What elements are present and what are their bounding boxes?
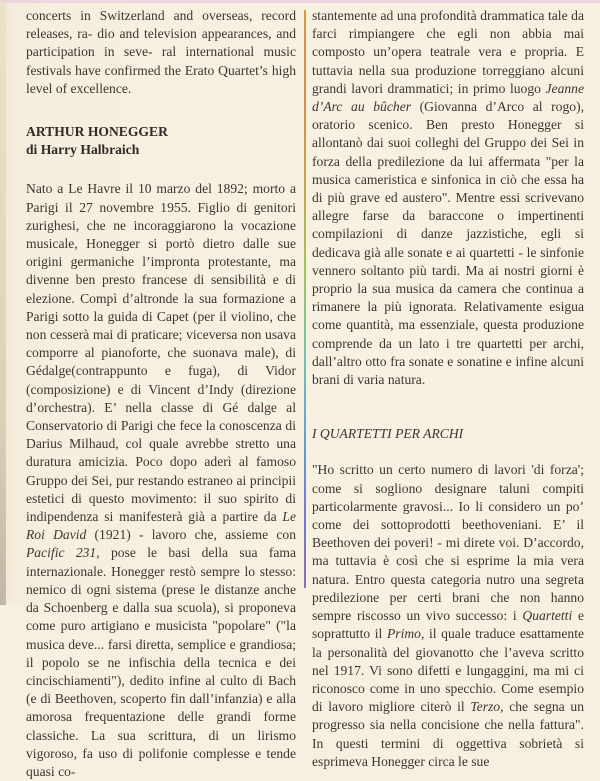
intro-line: dio and television appearances, and participation in seve- [26, 26, 296, 60]
intro-paragraph [26, 7, 296, 98]
work-title-primo: Primo [386, 626, 421, 642]
page-top-edge [0, 0, 600, 3]
left-column [26, 7, 296, 781]
work-title-pacific-231: Pacific 231 [26, 545, 97, 561]
intro-line: ral international music festivals have confirmed the Erato [26, 44, 296, 78]
quartets-paragraph [312, 461, 584, 770]
article-heading [26, 123, 296, 159]
biography-paragraph [26, 180, 296, 781]
text-run: , che segna un progresso sia nella concisione che nella fattura". In questi termini di oggettiva sobrietà si esprimeva Honegger circa le sue [312, 699, 584, 769]
text-run: (1921) - lavoro che, assieme con [86, 527, 296, 543]
article-author: di Harry Halbraich [26, 142, 140, 158]
text-run: (Giovanna d’Arco al rogo), oratorio scenico. Ben presto Honegger si allontanò dai suoi colleghi del Gruppo dei Sei in forza della predilezione da lui affermata "per la musica cameristica e sinfonica in ciò che essa ha di più grave ed austero". Mentre essi scrivevano allegre farse da baraccone o impertinenti compilazioni di danze jazzistiche, egli si dedicava già alle sonate e ai quartetti - le sinfonie vennero soltanto più tardi. Ma ai nostri giorni è proprio la sua musica da camera che continua a rimanere la più ignorata. Relativamente esigua come quantità, ma essenziale, questa produzione comprende da un lato i tre quartetti per archi, dall’altro otto fra sonate e sonatine e infine alcuni brani di varia natura. [312, 99, 584, 388]
work-title-terzo: Terzo [470, 699, 501, 715]
work-title-quartetti: Quartetti [522, 608, 573, 624]
text-run: Nato a Le Havre il 10 marzo del 1892; morto a Parigi il 27 novembre 1955. Figlio di genitori zurighesi, che ne incoraggiarono la vocazione musicale, Honegger si portò dietro dalle sue origini germaniche l’impronta protestante, ma divenne ben presto francese di sensibilità e di elezione. Compì d’altronde la sua formazione a Parigi sotto la guida di Capet (per il violino, che non cesserà mai di praticare; viceversa non usava comporre al pianoforte, che suonava male), di Gédalge(contrappunto e fuga), di Vidor (composizione) e di Vincent d’Indy (direzione d’orchestra). E’ nella classe di Gé dalge al Conservatorio di Parigi che fece la conoscenza di Darius Milhaud, col quale avrebbe stretto una duratura amicizia. Poco dopo aderì al famoso Gruppo dei Sei, pur restando estraneo ai principii estetici di questo movimento: il suo spirito di indipendenza si manifesterà già a partire da [26, 181, 296, 525]
work-title-le-roi-david: Le Roi David [26, 509, 296, 543]
text-run: stantemente ad una profondità drammatica tale da farci rimpiangere che egli non abbia mai composto un’opera teatrale vera e propria. E tuttavia nella sua produzione torreggiano alcuni grandi lavori drammatici; in primo luogo [312, 8, 584, 96]
text-run: , pose le basi della sua fama internazionale. Honegger restò sempre lo stesso: nemico di ogni sistema (prese le distanze anche da Schoenberg e dalla sua scuola), si proponeva come puro artigiano e musicista "popolare" ("la musica deve... farsi diretta, semplice e grandiosa; il popolo se ne infischia della tecnica e dei cincischiamenti"), dedito infine al culto di Bach (e di Beethoven, scoperto fin dall’infanzia) e alla amorosa frequentazione delle grandi forme classiche. La sua scrittura, di un lirismo vigoroso, fa uso di polifonie complesse e tende quasi co- [26, 545, 296, 779]
article-title: ARTHUR HONEGGER [26, 124, 168, 140]
text-run: e soprattutto il [312, 608, 585, 642]
text-run: , il quale traduce esattamente la personalità del giovanotto che l’aveva scritto nel 1917. Vi sono difetti e lungaggini, ma mi ci riconosco come in uno specchio. Come esempio di lavoro migliore citerò il [312, 626, 585, 715]
intro-line: Quartet’s high level of excellence. [26, 62, 296, 96]
work-title-jeanne-darc: Jeanne d’Arc au bûcher [312, 80, 584, 115]
column-divider [304, 10, 306, 588]
section-title: I QUARTETTI PER ARCHI [312, 426, 464, 442]
continuation-paragraph [312, 7, 584, 389]
intro-line: concerts in Switzerland and overseas, record releases, ra- [26, 8, 296, 42]
right-column [312, 7, 584, 771]
text-run: "Ho scritto un certo numero di lavori 'di forza'; come si sogliono designare taluni compiti particolarmente gravosi... Io li considero un po’ come dei sottoprodotti beethoveniani. E’ il Beethoven dei poveri! - mi direte voi. D’accordo, ma tuttavia è così che si esprime la mia vera natura. Entro questa categoria nutro una segreta predilezione per certi brani che non hanno sempre riscosso un vivo successo: i [312, 462, 584, 624]
page-gutter-shadow [0, 0, 6, 605]
